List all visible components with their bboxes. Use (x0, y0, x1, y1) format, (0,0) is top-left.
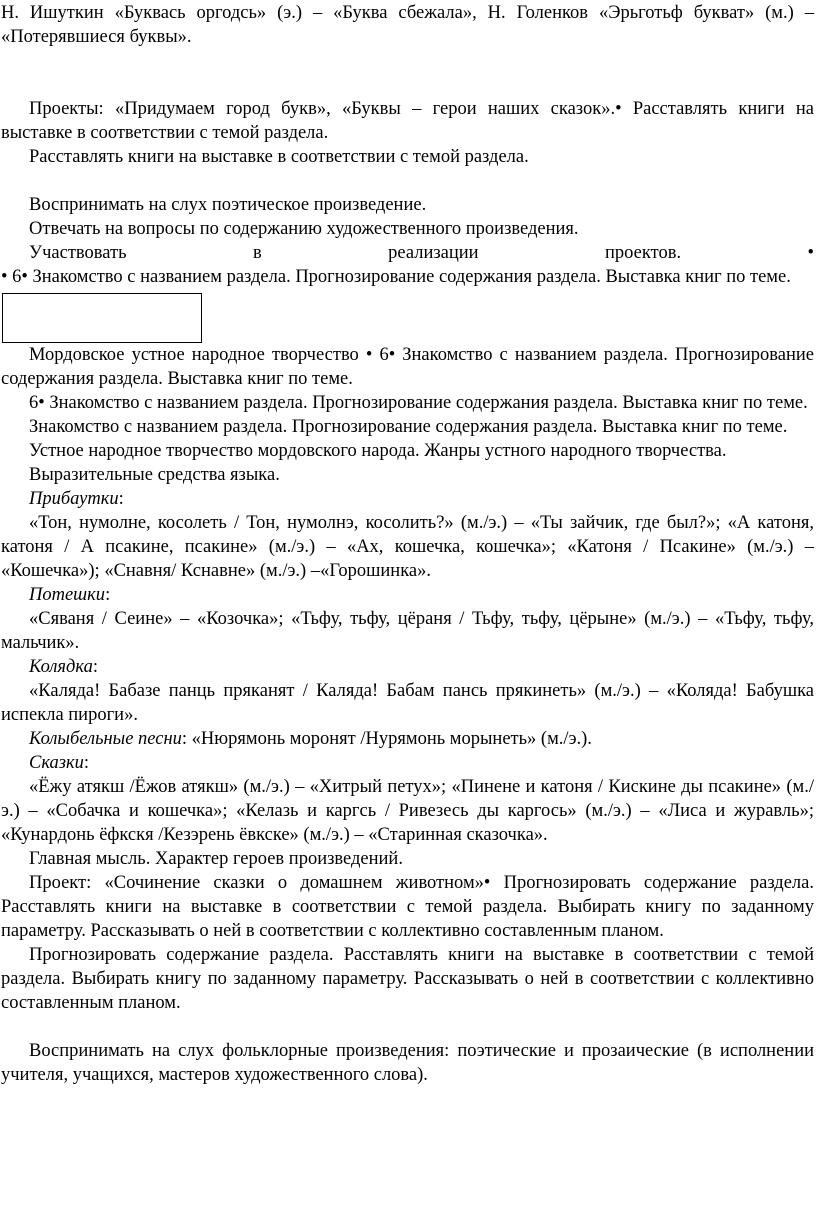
paragraph-kolyadka: «Каляда! Бабазе панць пряканят / Каляда! Бабам пансь прякинеть» (м./э.) – «Коляда! Бабушка испекла пироги». (1, 681, 814, 725)
heading-kolyadka: Колядка: (29, 657, 98, 677)
paragraph-project-tale: Проект: «Сочинение сказки о домашнем животном»• Прогнозировать содержание раздела. Расставлять книги на выставке в соответствии с темой раздела. Выбирать книгу по заданному параметру. Рассказывать о ней в соответствии с коллективно составленным планом. (1, 873, 814, 941)
paragraph-mordovian-folk: Мордовское устное народное творчество • 6• Знакомство с названием раздела. Прогнозирование содержания раздела. Выставка книг по теме. (1, 345, 814, 389)
paragraph-participate: Участвовать в реализации проектов. • (29, 243, 814, 263)
paragraph-intro-section-2: 6• Знакомство с названием раздела. Прогнозирование содержания раздела. Выставка книг по теме. (29, 393, 808, 413)
paragraph-folk-genres: Устное народное творчество мордовского народа. Жанры устного народного творчества. (29, 441, 727, 461)
heading-pribautki: Прибаутки: (29, 489, 124, 509)
paragraph-lullabies: Колыбельные песни: «Нюрямонь моронят /Нурямонь морынеть» (м./э.). (29, 729, 592, 749)
heading-skazki: Сказки: (29, 753, 90, 773)
paragraph-listen-folklore: Воспринимать на слух фольклорные произведения: поэтические и прозаические (в исполнении учителя, учащихся, мастеров художественного слова). (1, 1041, 814, 1085)
paragraph-projects: Проекты: «Придумаем город букв», «Буквы – герои наших сказок».• Расставлять книги на выставке в соответствии с темой раздела. (1, 99, 814, 143)
heading-potesh: Потешки: (29, 585, 111, 605)
paragraph-pribautki: «Тон, нумолне, косолеть / Тон, нумолнэ, косолить?» (м./э.) – «Ты зайчик, где был?»; «А катоня, катоня / А псакине, псакине» (м./э.) – «Ах, кошечка, кошечка»; «Катоня / Псакине» (м./э.) – «Кошечка»); «Снавня/ Кснавне» (м./э.) –«Горошинка». (1, 513, 814, 581)
paragraph-intro-section-3: Знакомство с названием раздела. Прогнозирование содержания раздела. Выставка книг по теме. (29, 417, 788, 437)
paragraph-potesh: «Сяваня / Сеине» – «Козочка»; «Тьфу, тьфу, цёраня / Тьфу, тьфу, цёрыне» (м./э.) – «Тьфу, тьфу, мальчик». (1, 609, 814, 653)
paragraph-expressive-means: Выразительные средства языка. (29, 465, 280, 485)
paragraph-answer: Отвечать на вопросы по содержанию художественного произведения. (29, 219, 579, 239)
paragraph-predict: Прогнозировать содержание раздела. Расставлять книги на выставке в соответствии с темой раздела. Выбирать книгу по заданному параметру. Рассказывать о ней в соответствии с коллективно составленным планом. (1, 945, 814, 1013)
paragraph-arrange-books: Расставлять книги на выставке в соответствии с темой раздела. (29, 147, 529, 167)
paragraph-listen: Воспринимать на слух поэтическое произведение. (29, 195, 427, 215)
paragraph-intro-section: • 6• Знакомство с названием раздела. Прогнозирование содержания раздела. Выставка книг по теме. (1, 267, 791, 287)
paragraph-books-list: Н. Ишуткин «Буквась оргодсь» (э.) – «Буква сбежала», Н. Голенков «Эрьготьф букват» (м.) – «Потерявшиеся буквы». (1, 3, 814, 47)
empty-table-cell (2, 293, 202, 343)
paragraph-skazki: «Ёжу атякш /Ёжов атякш» (м./э.) – «Хитрый петух»; «Пинене и катоня / Кискине ды псакине» (м./э.) – «Собачка и кошечка»; «Келазь и каргсь / Ривезесь ды каргось» (м./э.) – «Лиса и журавль»; «Кунардонь ёфкскя /Кезэрень ёвкске» (м./э.) – «Старинная сказочка». (1, 777, 814, 845)
paragraph-main-idea: Главная мысль. Характер героев произведений. (29, 849, 403, 869)
